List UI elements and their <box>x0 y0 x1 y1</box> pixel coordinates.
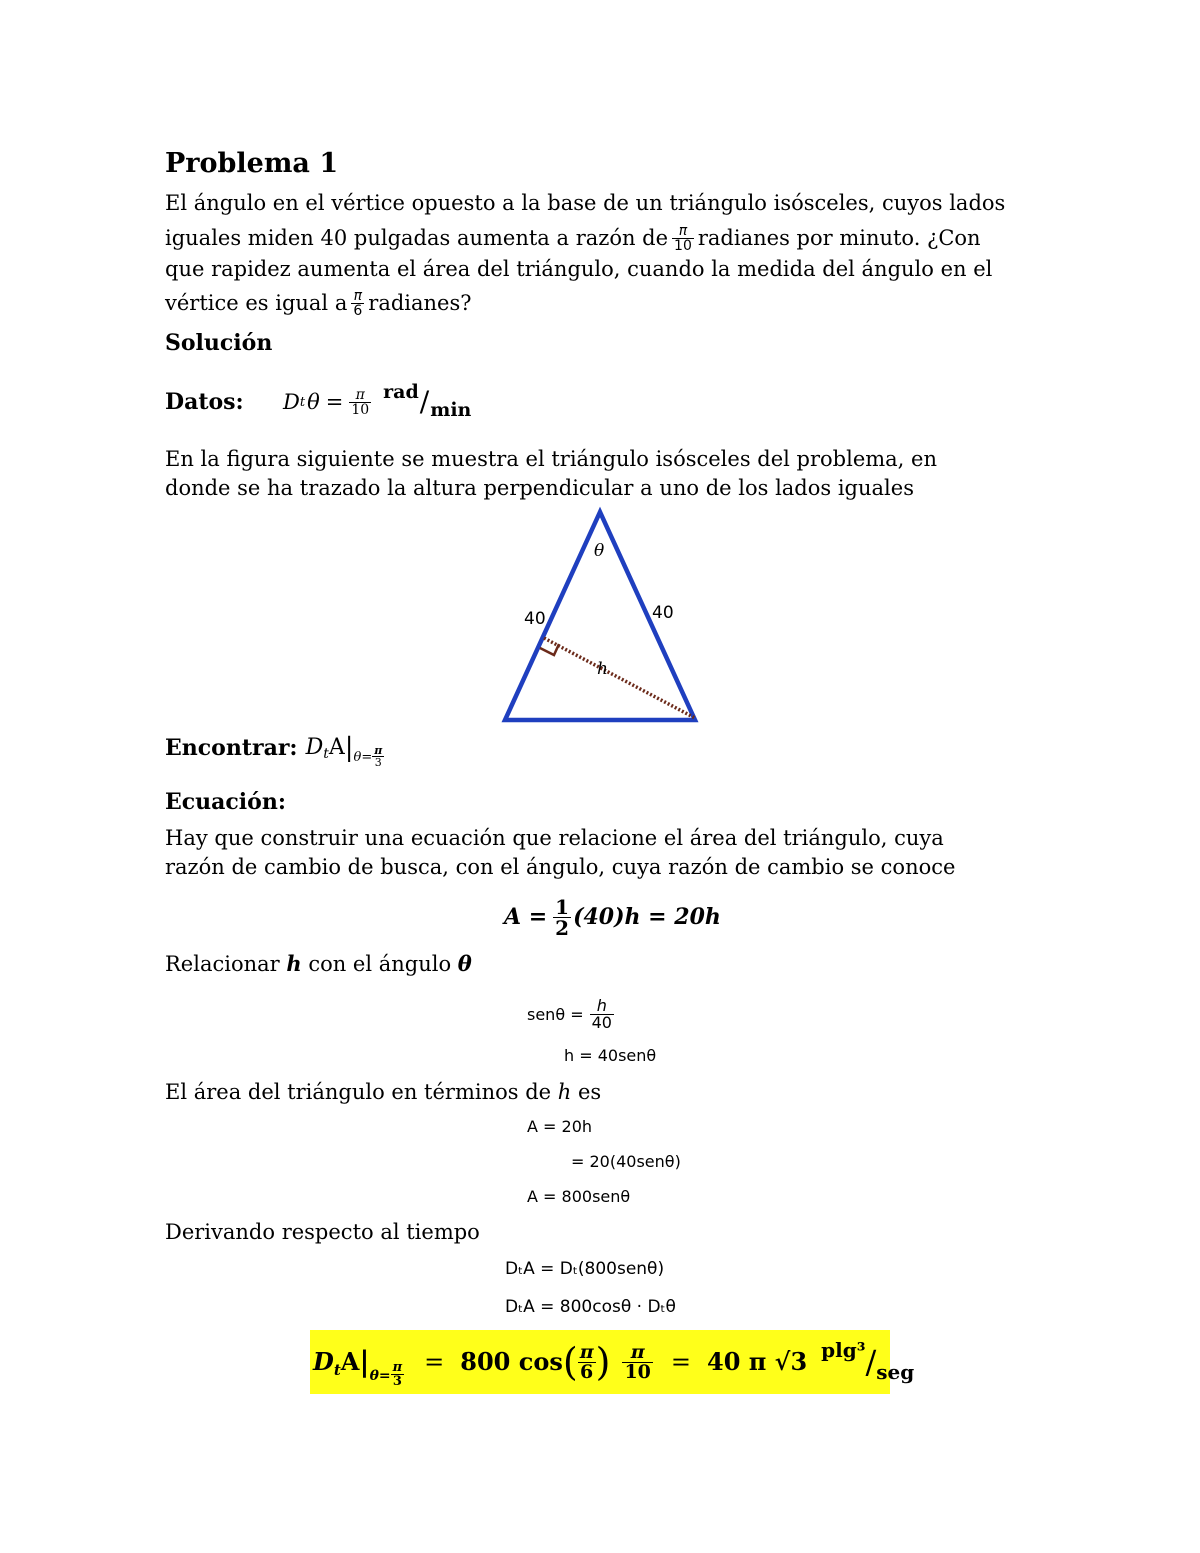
deriv-step-2: DₜA = 800cosθ · Dₜθ <box>505 1297 676 1317</box>
ecuacion-label: Ecuación: <box>165 789 286 815</box>
triangle-figure <box>490 500 710 730</box>
eq-area <box>504 888 721 946</box>
relacionar-h: h <box>286 951 302 976</box>
final-q-den: 10 <box>624 1360 651 1383</box>
datos-num: π <box>349 388 371 403</box>
problem-line-2 <box>165 218 981 258</box>
angle-num: π <box>351 289 364 304</box>
relacionar-line <box>165 953 472 975</box>
eq-sen-lhs: senθ = <box>527 1004 584 1024</box>
eq-sen-num: h <box>590 998 614 1015</box>
area-terms-a: El área del triángulo en términos de <box>165 1080 558 1104</box>
height-line <box>544 638 695 718</box>
final-p-num: π <box>579 1340 594 1363</box>
final-p-fraction <box>578 1340 596 1383</box>
problem-line-4b: radianes? <box>368 290 472 315</box>
area-terms-line <box>165 1082 601 1103</box>
final-unit-slash: / <box>865 1343 877 1381</box>
encontrar-bar: | <box>344 733 354 763</box>
eq-sen-fraction <box>590 995 614 1032</box>
final-p-den: 6 <box>580 1360 594 1383</box>
angle-den: 6 <box>353 302 363 319</box>
left-side-label: 40 <box>524 609 546 629</box>
encontrar-label: Encontrar: <box>165 735 298 761</box>
encontrar-den: 3 <box>374 756 382 769</box>
theta-label: θ <box>594 541 605 561</box>
final-q-fraction <box>622 1340 652 1383</box>
final-cond-fraction <box>391 1361 405 1388</box>
rate-num: π <box>672 224 694 239</box>
datos-theta: θ <box>307 389 320 414</box>
relacionar-a: Relacionar <box>165 952 287 976</box>
problem-line-4 <box>165 283 472 323</box>
eq-sen <box>527 990 614 1038</box>
ecuacion-line-2: razón de cambio de busca, con el ángulo, cuya razón de cambio se conoce <box>165 855 956 879</box>
right-angle-mark <box>540 644 559 655</box>
page-title: Problema 1 <box>165 148 339 179</box>
datos-den: 10 <box>351 401 370 418</box>
problem-line-2b: radianes por minuto. ¿Con <box>697 225 981 250</box>
area-step-2: = 20(40senθ) <box>571 1152 681 1171</box>
eq-area-rest: (40)h = 20h <box>573 904 721 930</box>
area-step-3: A = 800senθ <box>527 1187 631 1206</box>
datos-fraction <box>349 388 371 417</box>
deriv-step-1: DₜA = Dₜ(800senθ) <box>505 1259 665 1279</box>
figure-text-1: En la figura siguiente se muestra el triángulo isósceles del problema, en <box>165 447 937 471</box>
area-terms-b: es <box>571 1080 602 1104</box>
encontrar-fraction <box>372 745 384 768</box>
angle-fraction <box>351 289 364 318</box>
final-cond-num: π <box>392 1359 403 1375</box>
encontrar-cond: θ= <box>353 750 373 765</box>
eq-area-num: 1 <box>555 894 570 919</box>
final-eq-2: = <box>670 1348 691 1376</box>
datos-unit-slash: / <box>419 385 430 418</box>
encontrar-d: D <box>305 735 324 760</box>
final-paren-open: ( <box>562 1340 578 1384</box>
area-terms-h: h <box>557 1080 572 1104</box>
eq-area-den: 2 <box>555 915 570 940</box>
rate-fraction <box>672 224 694 253</box>
relacionar-b: con el ángulo <box>301 952 458 976</box>
area-step-1: A = 20h <box>527 1117 593 1136</box>
final-cond: θ= <box>369 1368 391 1384</box>
datos-unit-num: rad <box>383 380 419 403</box>
encontrar-a: A <box>328 735 345 760</box>
eq-sen-den: 40 <box>591 1012 612 1032</box>
figure-text-2: donde se ha trazado la altura perpendicular a uno de los lados iguales <box>165 476 914 500</box>
eq-area-fraction <box>553 894 571 940</box>
problem-line-4a: vértice es igual a <box>165 290 348 315</box>
height-label: h <box>597 659 608 679</box>
final-cond-den: 3 <box>392 1373 402 1389</box>
right-side-label: 40 <box>652 603 674 623</box>
ecuacion-line-1: Hay que construir una ecuación que relacione el área del triángulo, cuya <box>165 826 944 850</box>
final-eq-1: = <box>424 1348 445 1376</box>
final-result-value: 40 π √3 <box>707 1347 808 1376</box>
final-bar: | <box>359 1345 370 1378</box>
relacionar-theta: θ <box>457 951 472 976</box>
final-paren-close: ) <box>595 1340 611 1384</box>
datos-d: D <box>283 389 300 414</box>
datos-sub: t <box>299 394 306 410</box>
problem-line-3: que rapidez aumenta el área del triángulo, cuando la medida del ángulo en el <box>165 257 993 281</box>
final-unit-den: seg <box>876 1360 915 1384</box>
problem-line-2a: iguales miden 40 pulgadas aumenta a razón de <box>165 225 669 250</box>
eq-area-lhs: A = <box>504 904 548 930</box>
final-a: A <box>340 1347 360 1376</box>
final-unit-num: plg³ <box>821 1338 866 1362</box>
datos-line <box>165 380 471 424</box>
datos-label: Datos: <box>165 389 244 415</box>
final-d: D <box>313 1347 334 1376</box>
encontrar-num: π <box>374 744 383 757</box>
datos-eq: = <box>325 389 344 414</box>
final-sub: t <box>333 1360 341 1379</box>
rate-den: 10 <box>674 237 692 254</box>
datos-unit-den: min <box>430 398 472 421</box>
final-q-num: π <box>622 1343 652 1363</box>
solution-heading: Solución <box>165 330 273 356</box>
encontrar-line <box>165 733 384 781</box>
final-result <box>313 1330 914 1394</box>
eq-sen-line-2: h = 40senθ <box>564 1046 657 1065</box>
problem-line-1: El ángulo en el vértice opuesto a la base de un triángulo isósceles, cuyos lados <box>165 191 1006 215</box>
derivando-line: Derivando respecto al tiempo <box>165 1220 480 1244</box>
final-800cos: 800 cos <box>460 1347 563 1376</box>
encontrar-sub: t <box>323 746 329 762</box>
